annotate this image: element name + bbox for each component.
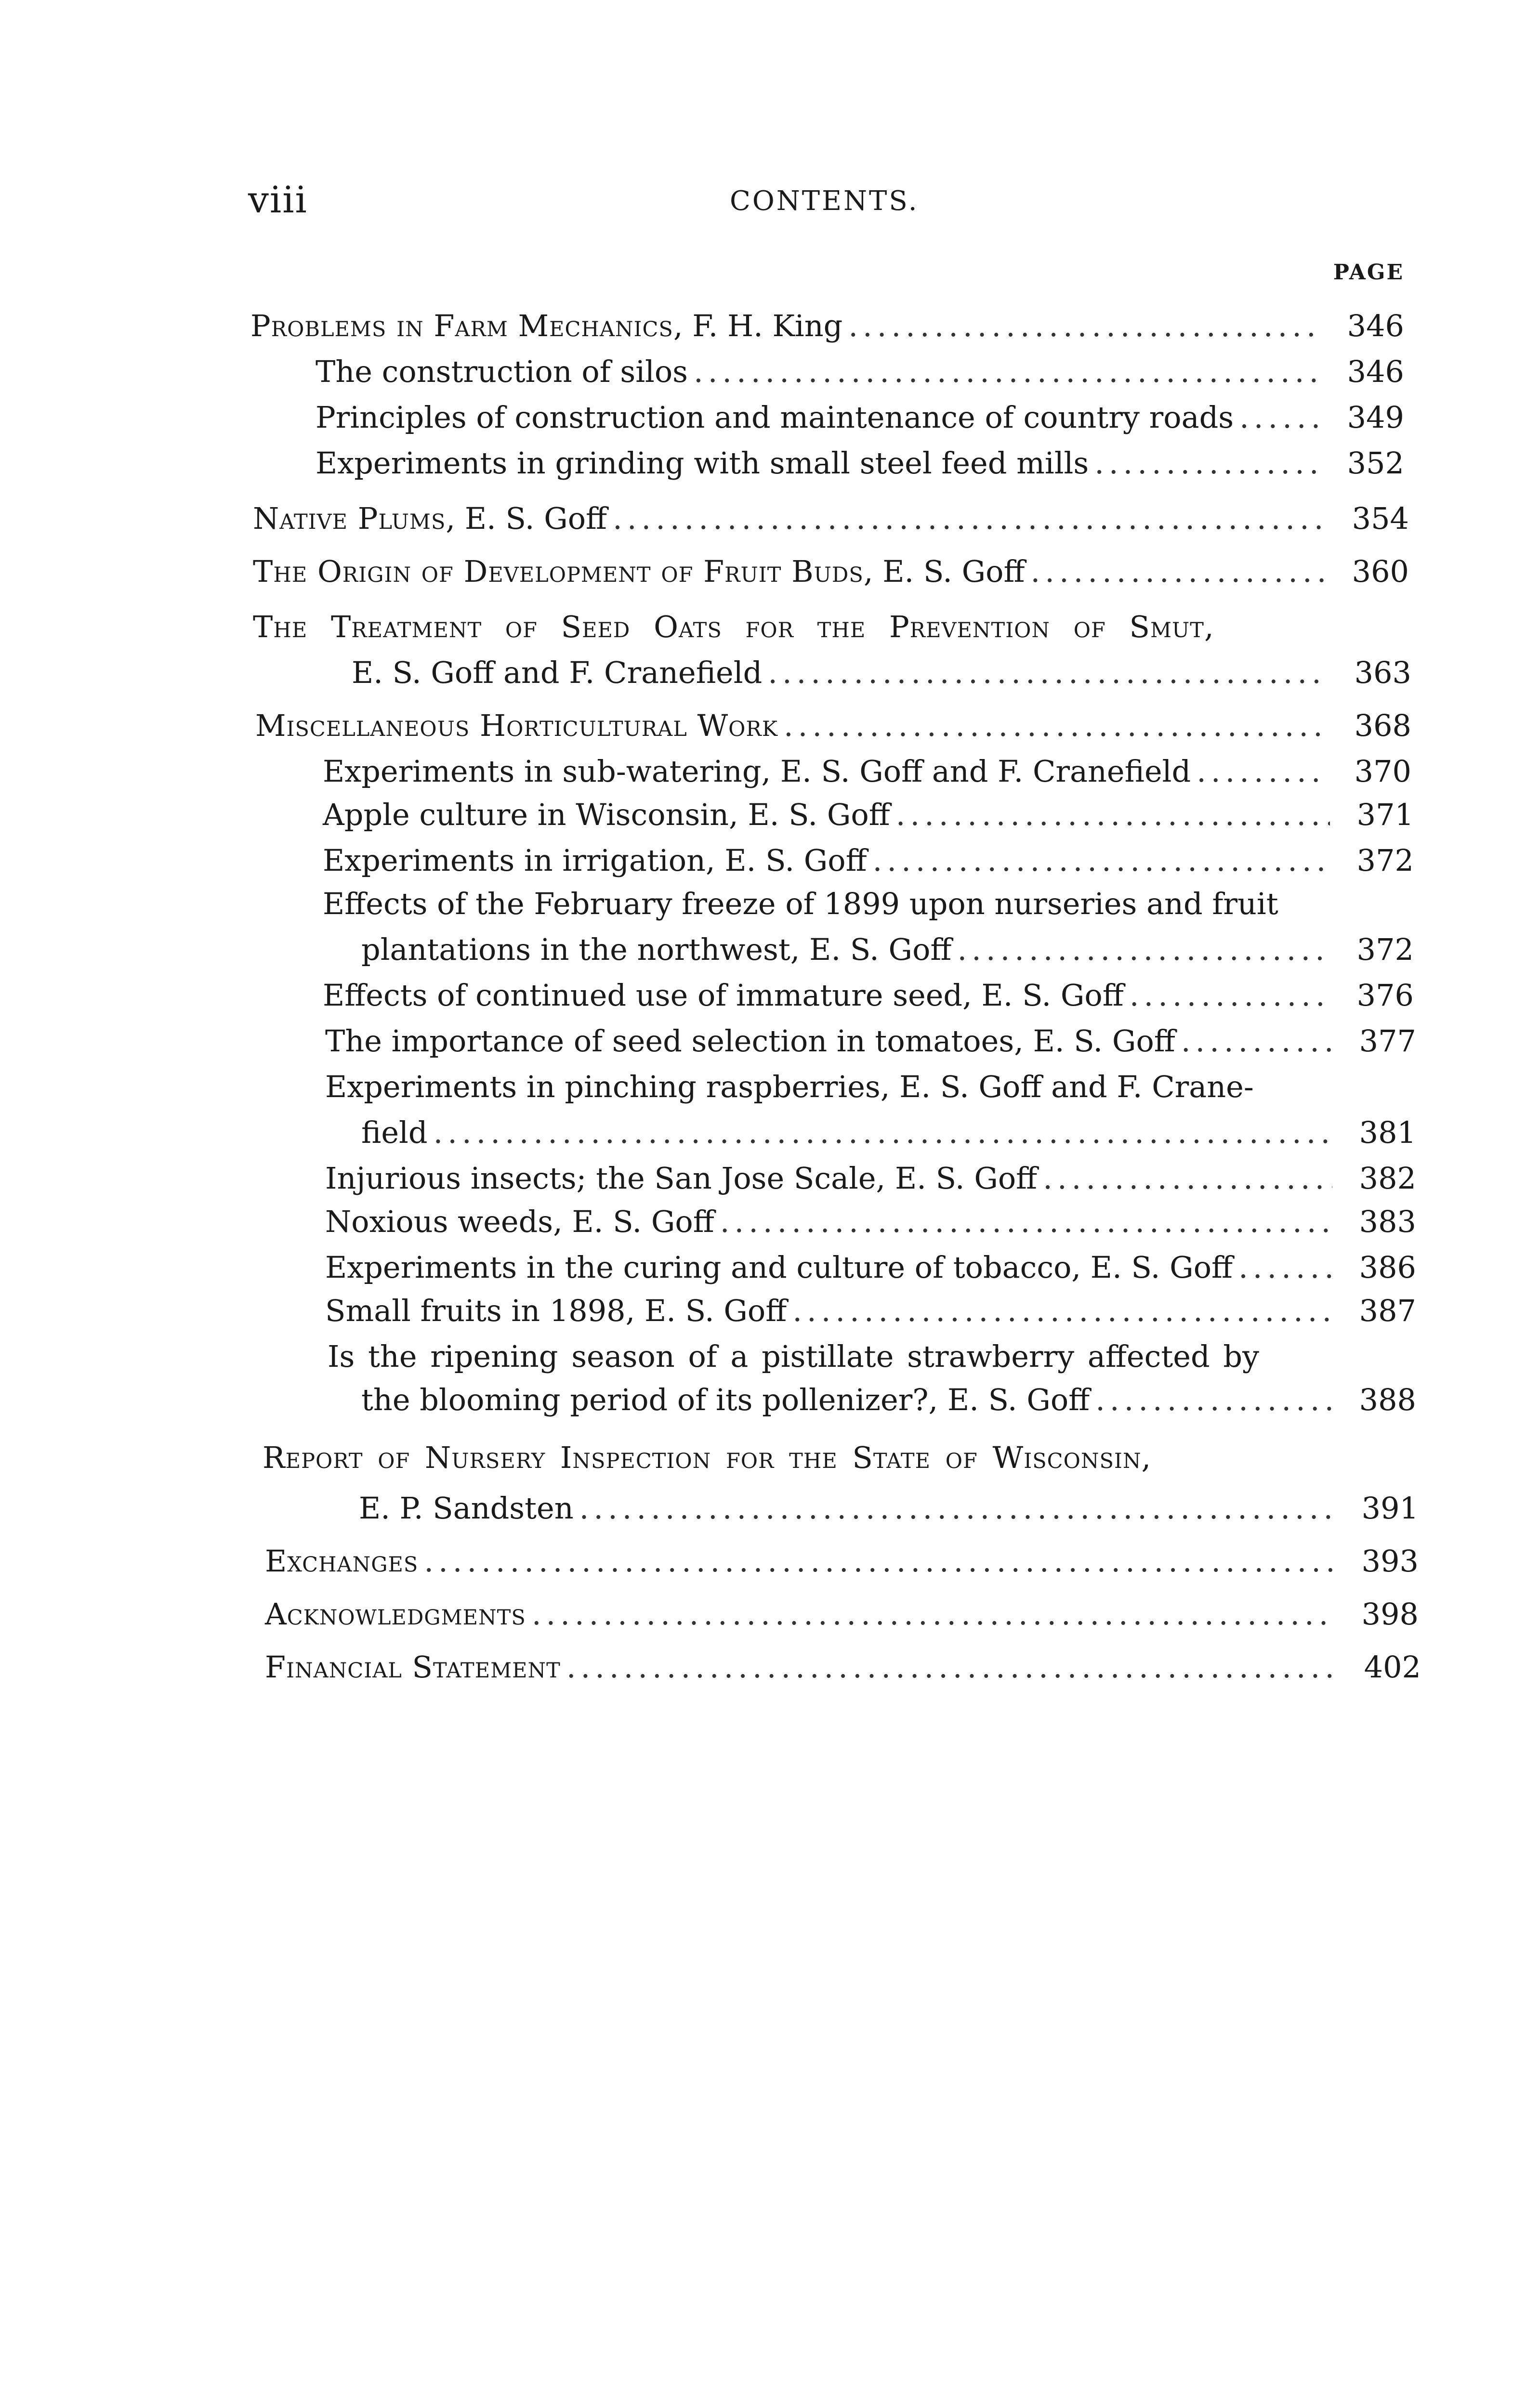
toc-entry-title: Injurious insects; the San Jose Scale, E. S. Goff xyxy=(325,1161,1038,1196)
leader-dots xyxy=(720,1204,1332,1239)
toc-entry-title: Principles of construction and maintenance of country roads xyxy=(316,400,1234,435)
toc-entry-page: 346 xyxy=(1347,308,1404,343)
leader-dots xyxy=(613,501,1325,536)
toc-entry xyxy=(253,609,1315,653)
toc-entry-title: Native Plums xyxy=(253,501,446,536)
toc-entry-title: Experiments in the curing and culture of tobacco, E. S. Goff xyxy=(325,1250,1233,1285)
toc-entry xyxy=(325,1023,1416,1067)
toc-entry xyxy=(265,1649,1421,1693)
toc-entry xyxy=(323,886,1320,929)
toc-entry xyxy=(316,445,1404,489)
toc-entry-page: 382 xyxy=(1359,1161,1416,1196)
toc-entry xyxy=(250,308,1404,352)
toc-entry-page: 381 xyxy=(1359,1115,1416,1150)
toc-entry xyxy=(323,754,1411,797)
toc-entry-author: , F. H. King xyxy=(673,308,843,343)
toc-entry xyxy=(323,843,1414,886)
toc-entry-title: The Treatment of Seed Oats for the Prevention of Smut, xyxy=(253,609,1214,644)
toc-entry xyxy=(359,1491,1419,1534)
toc-entry xyxy=(253,554,1409,597)
running-head: CONTENTS. xyxy=(730,185,919,217)
toc-entry-title: The Origin of Development of Fruit Buds xyxy=(253,554,864,589)
toc-entry-title: field xyxy=(361,1115,428,1150)
toc-entry xyxy=(323,978,1414,1021)
toc-entry-page: 349 xyxy=(1347,400,1404,435)
toc-entry xyxy=(325,1069,1327,1112)
toc-entry-title: Problems in Farm Mechanics xyxy=(250,308,673,343)
toc-entry xyxy=(325,1250,1416,1293)
toc-entry-page: 398 xyxy=(1361,1597,1419,1632)
toc-entry-page: 391 xyxy=(1361,1491,1419,1526)
toc-entry-title: Experiments in grinding with small steel feed mills xyxy=(316,445,1089,481)
toc-entry-title: the blooming period of its pollenizer?, E. S. Goff xyxy=(361,1382,1090,1417)
toc-entry-page: 377 xyxy=(1359,1023,1416,1059)
toc-entry-title: Noxious weeds, E. S. Goff xyxy=(325,1204,714,1239)
toc-entry xyxy=(325,1293,1416,1336)
toc-entry xyxy=(361,932,1414,975)
toc-entry-title: plantations in the northwest, E. S. Goff xyxy=(361,932,952,967)
toc-entry-title: Experiments in sub-watering, E. S. Goff and F. Cranefield xyxy=(323,754,1191,789)
toc-entry-page: 354 xyxy=(1352,501,1409,536)
toc-entry-title: Experiments in pinching raspberries, E. S. Goff and F. Crane- xyxy=(325,1069,1254,1104)
toc-entry-page: 372 xyxy=(1356,932,1414,967)
leader-dots xyxy=(694,354,1320,389)
toc-entry xyxy=(316,400,1404,443)
toc-entry-title: Financial Statement xyxy=(265,1649,561,1685)
toc-entry xyxy=(253,501,1409,544)
leader-dots xyxy=(896,797,1330,832)
toc-entry-page: 387 xyxy=(1359,1293,1416,1328)
toc-entry xyxy=(265,1597,1419,1640)
toc-entry-title: The construction of silos xyxy=(316,354,688,389)
leader-dots xyxy=(424,1544,1335,1579)
toc-entry xyxy=(323,797,1414,840)
toc-entry-page: 363 xyxy=(1354,655,1411,690)
leader-dots xyxy=(1094,445,1320,481)
toc-entry-page: 393 xyxy=(1361,1544,1419,1579)
leader-dots xyxy=(566,1649,1337,1685)
leader-dots xyxy=(1181,1023,1332,1059)
toc-entry-title: Exchanges xyxy=(265,1544,419,1579)
toc-entry-page: 402 xyxy=(1364,1649,1421,1685)
toc-entry-title: Effects of the February freeze of 1899 upon nurseries and fruit xyxy=(323,886,1278,921)
page-folio: viii xyxy=(248,178,308,221)
leader-dots xyxy=(957,932,1330,967)
toc-entry-page: 360 xyxy=(1352,554,1409,589)
toc-entry xyxy=(361,1115,1416,1158)
toc-entry xyxy=(263,1440,1322,1483)
toc-entry-page: 386 xyxy=(1359,1250,1416,1285)
toc-entry-page: 376 xyxy=(1356,978,1414,1013)
toc-entry-page: 368 xyxy=(1354,708,1411,743)
leader-dots xyxy=(1239,400,1320,435)
toc-entry-page: 388 xyxy=(1359,1382,1416,1417)
toc-entry-title: Apple culture in Wisconsin, E. S. Goff xyxy=(323,797,890,832)
toc-entry-author: E. S. Goff and F. Cranefield xyxy=(352,655,763,690)
leader-dots xyxy=(1197,754,1328,789)
toc-entry xyxy=(255,708,1411,751)
toc-entry-author: , E. S. Goff xyxy=(446,501,607,536)
toc-entry-title: Experiments in irrigation, E. S. Goff xyxy=(323,843,867,878)
leader-dots xyxy=(1238,1250,1332,1285)
toc-entry-title: The importance of seed selection in tomatoes, E. S. Goff xyxy=(325,1023,1175,1059)
leader-dots xyxy=(434,1115,1332,1150)
toc-entry-title: Small fruits in 1898, E. S. Goff xyxy=(325,1293,787,1328)
toc-entry xyxy=(265,1544,1419,1587)
toc-entry-page: 372 xyxy=(1356,843,1414,878)
toc-entry-title: Is the ripening season of a pistillate strawberry affected by xyxy=(328,1339,1260,1374)
toc-entry-title: Miscellaneous Horticultural Work xyxy=(255,708,778,743)
leader-dots xyxy=(848,308,1320,343)
toc-entry-title: Report of Nursery Inspection for the State of Wisconsin, xyxy=(263,1440,1152,1475)
toc-entry-title: Effects of continued use of immature seed, E. S. Goff xyxy=(323,978,1124,1013)
toc-entry xyxy=(352,655,1411,698)
leader-dots xyxy=(768,655,1328,690)
toc-entry-page: 371 xyxy=(1356,797,1414,832)
toc-entry-page: 352 xyxy=(1347,445,1404,481)
leader-dots xyxy=(532,1597,1335,1632)
leader-dots xyxy=(1095,1382,1332,1417)
toc-entry-page: 346 xyxy=(1347,354,1404,389)
leader-dots xyxy=(784,708,1328,743)
toc-entry xyxy=(316,354,1404,397)
toc-entry-author: , E. S. Goff xyxy=(863,554,1025,589)
toc-entry-author: E. P. Sandsten xyxy=(359,1491,574,1526)
leader-dots xyxy=(1130,978,1330,1013)
leader-dots xyxy=(873,843,1330,878)
toc-entry xyxy=(328,1339,1329,1382)
toc-entry xyxy=(325,1161,1416,1204)
toc-entry-page: 370 xyxy=(1354,754,1411,789)
page-column-label: PAGE xyxy=(1333,260,1404,285)
leader-dots xyxy=(792,1293,1332,1328)
toc-entry-page: 383 xyxy=(1359,1204,1416,1239)
toc-entry-title: Acknowledgments xyxy=(265,1597,526,1632)
leader-dots xyxy=(579,1491,1335,1526)
toc-entry xyxy=(361,1382,1416,1426)
toc-entry xyxy=(325,1204,1416,1247)
leader-dots xyxy=(1031,554,1325,589)
leader-dots xyxy=(1043,1161,1332,1196)
